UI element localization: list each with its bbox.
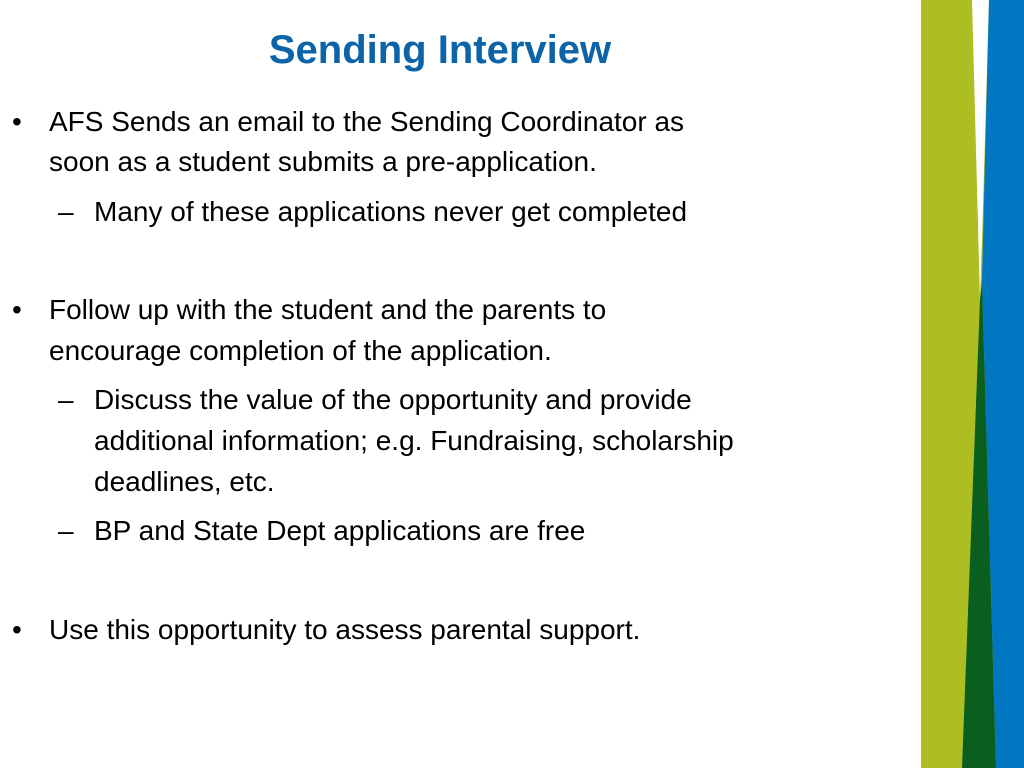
sub-bullet-1-1: Many of these applications never get completed [94, 196, 688, 227]
dash-marker: – [58, 384, 74, 415]
bullet-2-line-1: Follow up with the student and the parents to [49, 294, 607, 325]
bullet-marker: • [12, 294, 22, 325]
bullet-1-line-2: soon as a student submits a pre-application. [49, 146, 597, 177]
dash-marker: – [58, 196, 74, 227]
sub-bullet-2-1-line-3: deadlines, etc. [94, 466, 275, 497]
sub-bullet-2-1-line-2: additional information; e.g. Fundraising, scholarship [94, 425, 734, 456]
bullet-1-line-1: AFS Sends an email to the Sending Coordinator as [49, 106, 685, 137]
sub-bullet-2-1-line-1: Discuss the value of the opportunity and provide [94, 384, 692, 415]
bullet-2-line-2: encourage completion of the application. [49, 335, 552, 366]
bullet-3-line-1: Use this opportunity to assess parental support. [49, 614, 641, 645]
bullet-marker: • [12, 106, 22, 137]
bullet-marker: • [12, 614, 22, 645]
dash-marker: – [58, 515, 74, 546]
sub-bullet-2-2: BP and State Dept applications are free [94, 515, 586, 546]
slide-title: Sending Interview [268, 28, 612, 72]
